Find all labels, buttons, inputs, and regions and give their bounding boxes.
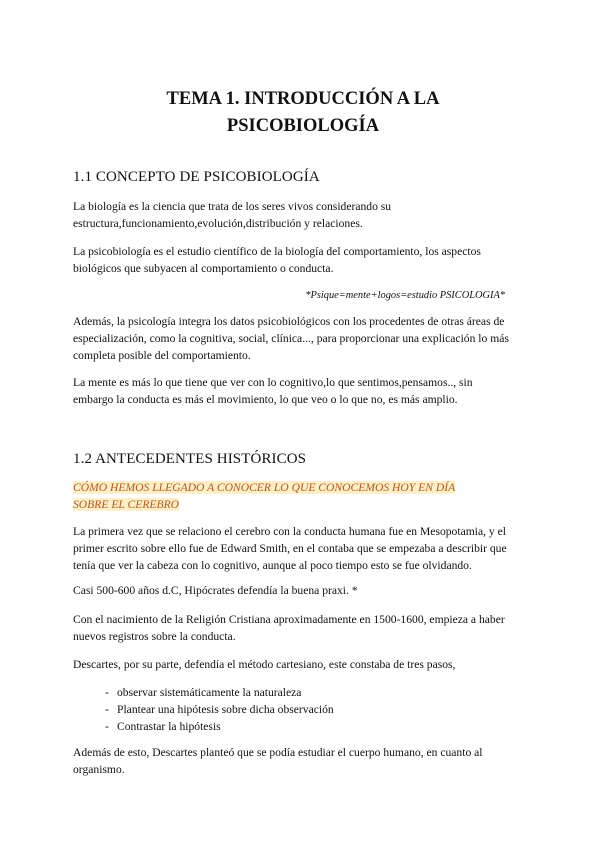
paragraph-hipocrates: Casi 500-600 años d.C, Hipócrates defendía la buena praxi. *: [73, 584, 358, 597]
list-item: - Plantear una hipótesis sobre dicha observación: [105, 701, 334, 718]
paragraph-mente-conducta: [73, 374, 533, 408]
text-line: tenía que ver la cabeza con lo cognitivo, aunque al poco tiempo esto se fue olvidando.: [73, 559, 472, 572]
document-title: [73, 86, 533, 140]
highlighted-subtitle: [73, 479, 455, 513]
text-line: La biología es la ciencia que trata de los seres vivos considerando su: [73, 200, 392, 213]
etymology-note: *Psique=mente+logos=estudio PSICOLOGIA*: [305, 290, 505, 301]
text-line: estructura,funcionamiento,evolución,distribución y relaciones.: [73, 217, 363, 230]
text-line: Además, la psicología integra los datos psicobiológicos con los procedentes de otras áreas de: [73, 315, 505, 328]
section-heading-concepto: 1.1 CONCEPTO DE PSICOBIOLOGÍA: [73, 169, 320, 185]
section-heading-antecedentes: 1.2 ANTECEDENTES HISTÓRICOS: [73, 451, 307, 467]
highlight-line: CÓMO HEMOS LLEGADO A CONOCER LO QUE CONOCEMOS HOY EN DÍA: [73, 481, 456, 494]
title-line-1: TEMA 1. INTRODUCCIÓN A LA: [166, 89, 440, 109]
text-line: organismo.: [73, 763, 125, 776]
paragraph-biologia: [73, 198, 533, 232]
paragraph-descartes: Descartes, por su parte, defendía el método cartesiano, este constaba de tres pasos,: [73, 658, 456, 671]
paragraph-psicobiologia: [73, 243, 533, 277]
text-line: Con el nacimiento de la Religión Cristiana aproximadamente en 1500-1600, empieza a haber: [73, 613, 505, 626]
text-line: primer escrito sobre ello fue de Edward Smith, en el contaba que se empezaba a describir que: [73, 542, 507, 555]
paragraph-mesopotamia: [73, 523, 533, 574]
list-item: - Contrastar la hipótesis: [105, 718, 334, 735]
paragraph-religion: [73, 611, 533, 645]
list-item: - observar sistemáticamente la naturaleza: [105, 684, 334, 701]
text-line: Además de esto, Descartes planteó que se podía estudiar el cuerpo humano, en cuanto al: [73, 746, 483, 759]
method-steps-list: [105, 684, 334, 735]
text-line: completa posible del comportamiento.: [73, 349, 251, 362]
text-line: La primera vez que se relaciono el cerebro con la conducta humana fue en Mesopotamia, y el: [73, 525, 506, 538]
text-line: biológicos que subyacen al comportamiento o conducta.: [73, 262, 334, 275]
text-line: embargo la conducta es más el movimiento, lo que veo o lo que no, es más amplio.: [73, 393, 458, 406]
highlight-line: SOBRE EL CEREBRO: [73, 498, 180, 511]
title-line-2: PSICOBIOLOGÍA: [226, 116, 380, 136]
document-page: [73, 0, 533, 848]
text-line: nuevos registros sobre la conducta.: [73, 630, 236, 643]
text-line: La mente es más lo que tiene que ver con lo cognitivo,lo que sentimos,pensamos.., sin: [73, 376, 473, 389]
paragraph-cuerpo-humano: [73, 744, 533, 778]
text-line: especialización, como la cognitiva, social, clínica..., para proporcionar una explicación lo más: [73, 332, 509, 345]
text-line: La psicobiología es el estudio científico de la biología del comportamiento, los aspectos: [73, 245, 481, 258]
paragraph-integracion: [73, 313, 533, 364]
